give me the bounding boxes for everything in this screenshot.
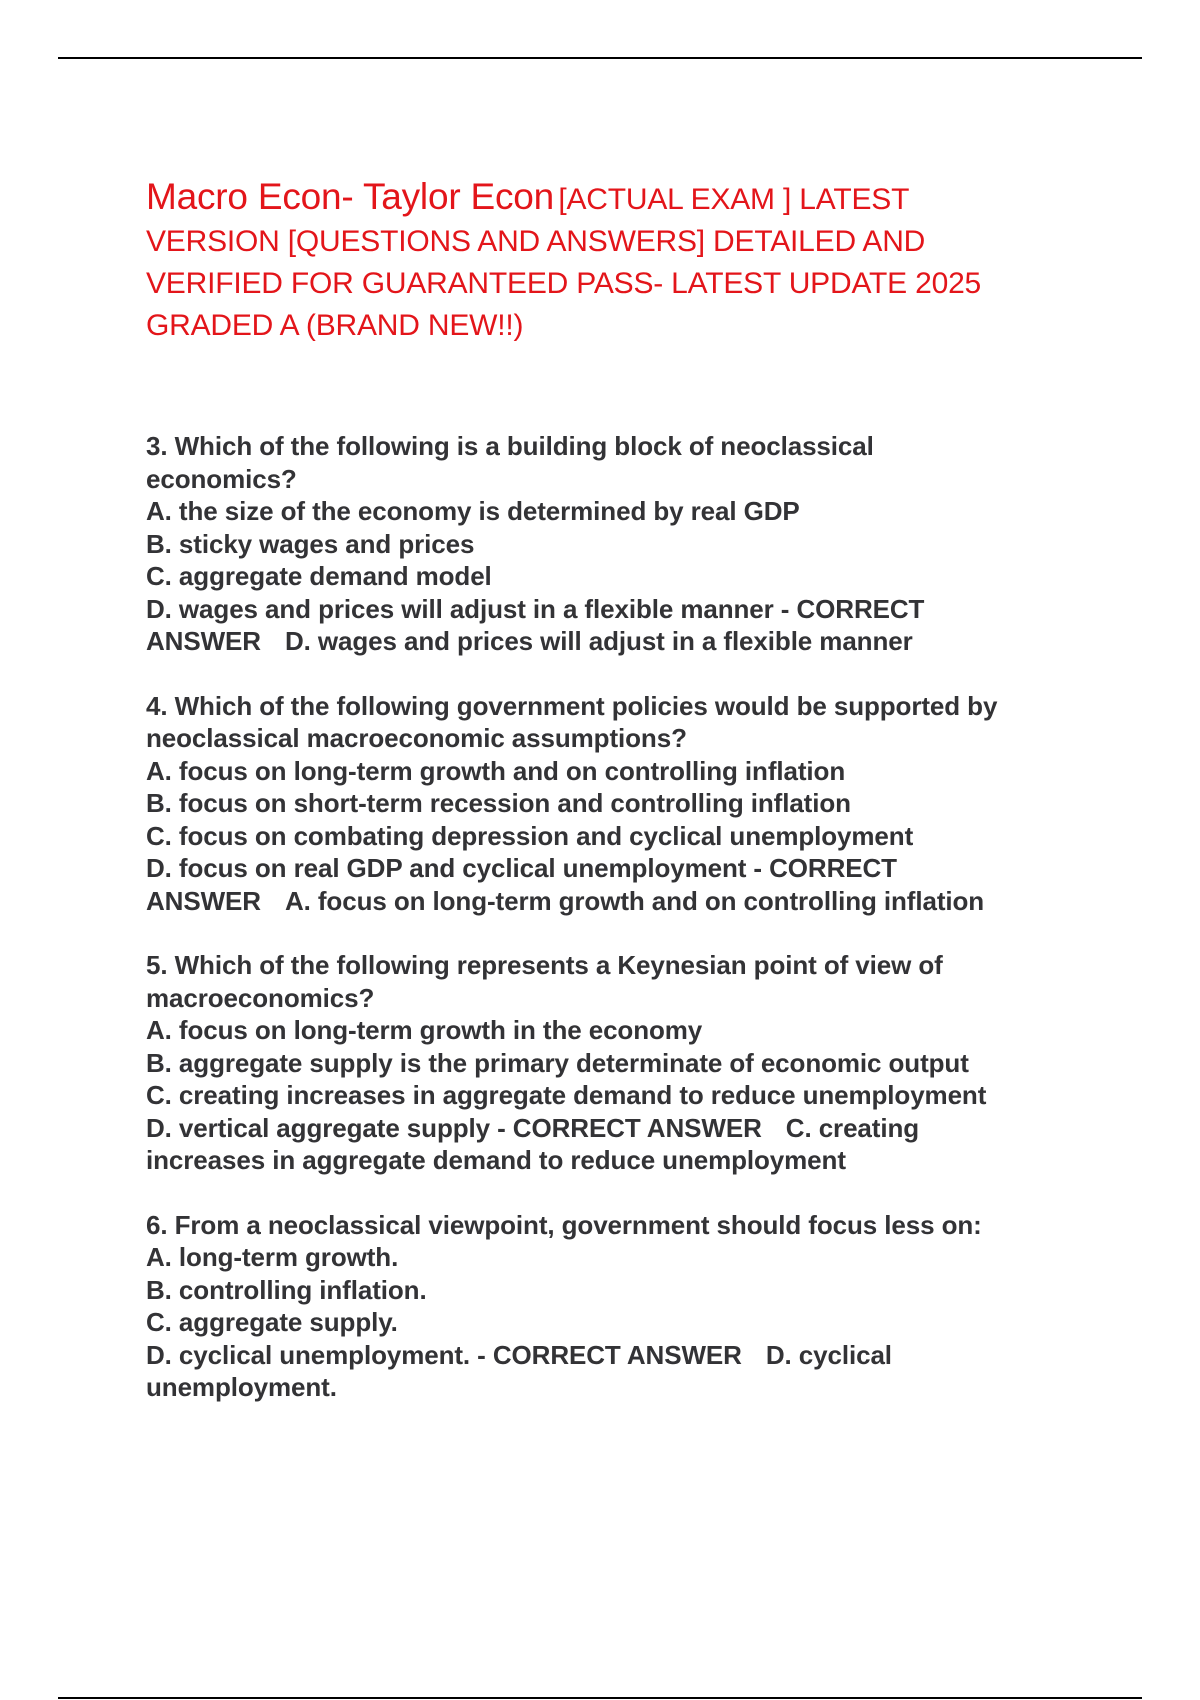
top-divider [58, 57, 1142, 59]
option-d: D. wages and prices will adjust in a flexible manner - CORRECT [146, 593, 925, 624]
question-list [146, 430, 1146, 1404]
title-line-2: VERSION [QUESTIONS AND ANSWERS] DETAILED AND [146, 225, 926, 258]
option-c: C. aggregate supply. [146, 1307, 398, 1337]
question-4 [146, 690, 1146, 918]
question-line: neoclassical macroeconomic assumptions? [146, 723, 687, 753]
answer-text: D. wages and prices will adjust in a flexible manner [284, 626, 913, 656]
option-a: A. the size of the economy is determined by real GDP [146, 496, 800, 526]
bottom-divider [58, 1697, 1142, 1699]
title-line-4: GRADED A (BRAND NEW!!) [146, 309, 524, 342]
option-b: B. controlling inflation. [146, 1274, 427, 1305]
option-c: C. aggregate demand model [146, 561, 492, 591]
option-b: B. focus on short-term recession and controlling inflation [146, 788, 851, 818]
question-line: 3. Which of the following is a building block of neoclassical [146, 431, 874, 461]
answer-line [146, 885, 1146, 918]
option-b: B. sticky wages and prices [146, 528, 475, 559]
option-a: A. long-term growth. [146, 1242, 399, 1272]
answer-line [146, 625, 1146, 658]
option-c: C. creating increases in aggregate demand to reduce unemployment [146, 1080, 987, 1110]
title-line-3: VERIFIED FOR GUARANTEED PASS- LATEST UPDATE 2025 [146, 267, 982, 300]
question-3 [146, 430, 1146, 658]
question-line: 6. From a neoclassical viewpoint, government should focus less on: [146, 1209, 982, 1240]
option-a: A. focus on long-term growth and on controlling inflation [146, 755, 846, 786]
answer-text: A. focus on long-term growth and on controlling inflation [284, 885, 985, 916]
answer-continuation: unemployment. [146, 1372, 337, 1402]
answer-line [146, 1112, 1146, 1145]
title-line-1: [ACTUAL EXAM ] LATEST [558, 183, 910, 216]
answer-text: C. creating [785, 1112, 920, 1143]
answer-label: ANSWER [146, 626, 261, 656]
option-b: B. aggregate supply is the primary determinate of economic output [146, 1047, 969, 1078]
answer-label: D. cyclical unemployment. - CORRECT ANSWER [146, 1339, 742, 1370]
answer-line [146, 1339, 1146, 1372]
option-d: D. focus on real GDP and cyclical unemployment - CORRECT [146, 853, 897, 883]
answer-text: D. cyclical [765, 1339, 892, 1370]
question-line: macroeconomics? [146, 982, 375, 1013]
title-main: Macro Econ- Taylor Econ [146, 176, 555, 217]
question-5 [146, 949, 1146, 1177]
answer-label: D. vertical aggregate supply - CORRECT ANSWER [146, 1112, 762, 1143]
question-line: 5. Which of the following represents a Keynesian point of view of [146, 950, 943, 980]
question-line: economics? [146, 463, 297, 494]
answer-label: ANSWER [146, 885, 261, 916]
document-title [146, 178, 1106, 349]
answer-continuation: increases in aggregate demand to reduce unemployment [146, 1145, 846, 1175]
option-c: C. focus on combating depression and cyclical unemployment [146, 820, 914, 851]
question-line: 4. Which of the following government policies would be supported by [146, 690, 998, 721]
question-6 [146, 1209, 1146, 1404]
option-a: A. focus on long-term growth in the economy [146, 1015, 703, 1045]
